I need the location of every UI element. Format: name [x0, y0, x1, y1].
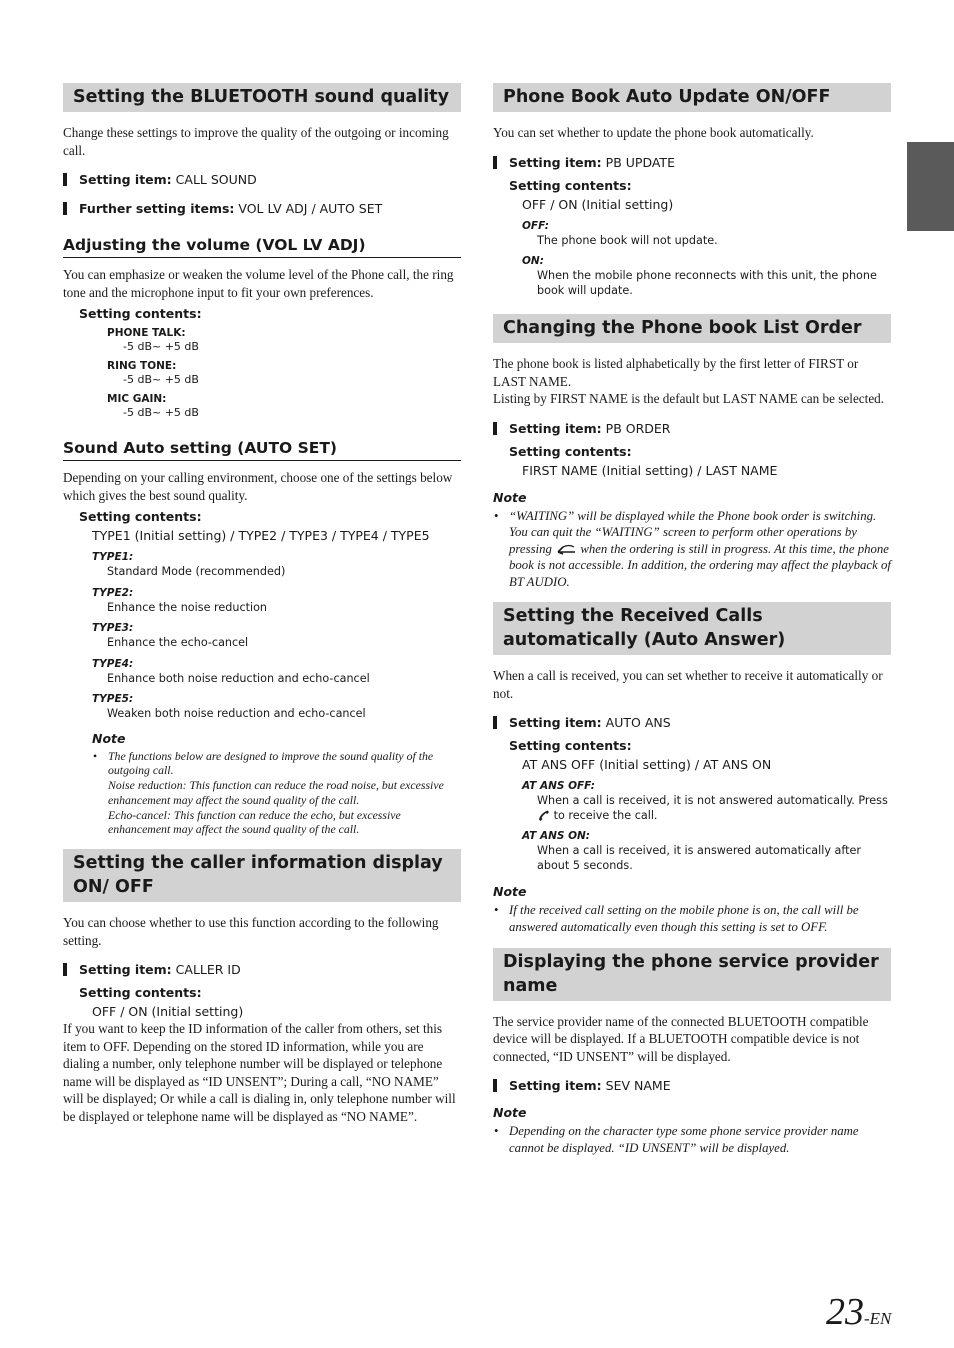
subsection-title-auto-set: Sound Auto setting (AUTO SET)	[63, 438, 461, 461]
section-intro: You can emphasize or weaken the volume level of the Phone call, the ring tone and the microphone input to fit your own preferences.	[63, 267, 454, 300]
section-intro: The phone book is listed alphabetically by the first letter of FIRST or LAST NAME.	[493, 356, 859, 389]
note-bullet	[493, 1123, 891, 1156]
setting-contents-value: OFF / ON (Initial setting)	[92, 1004, 244, 1020]
setting-item-label: Setting item:	[509, 154, 602, 170]
section-title-auto-answer: Setting the Received Calls automatically (Auto Answer)	[493, 602, 891, 655]
bullet-dot: •	[494, 508, 499, 523]
setting-contents-label: Setting contents:	[509, 738, 632, 754]
phone-handset-icon	[537, 809, 550, 822]
page-number-suffix: -EN	[864, 1309, 892, 1328]
volume-item-name: MIC GAIN:	[107, 393, 167, 405]
note-label: Note	[92, 730, 126, 746]
chapter-tab	[907, 142, 954, 231]
note-bullet	[92, 749, 461, 838]
type-desc: Enhance both noise reduction and echo-cancel	[107, 671, 370, 685]
setting-item-label: Setting item:	[509, 420, 602, 436]
setting-item-value: AUTO ANS	[605, 715, 671, 731]
option-desc-text: to receive the call.	[553, 808, 658, 822]
setting-contents-label: Setting contents:	[509, 177, 632, 193]
setting-item-value: CALL SOUND	[175, 172, 257, 187]
type-desc: Weaken both noise reduction and echo-cancel	[107, 707, 366, 720]
setting-contents-label: Setting contents:	[79, 985, 202, 1001]
type-desc: Standard Mode (recommended)	[107, 565, 286, 578]
bullet-bar	[63, 202, 67, 215]
type-name: TYPE3:	[92, 622, 134, 634]
note-bullet	[493, 508, 891, 591]
bullet-dot: •	[494, 1124, 499, 1139]
volume-item-range: -5 dB~ +5 dB	[123, 406, 199, 419]
setting-item-label: Setting item:	[509, 1078, 602, 1094]
note-text: “WAITING” will be displayed while the Phone book order is switching. You can quit the “WAITING” screen to perform other operations by pressing	[509, 508, 877, 556]
volume-item-name: RING TONE:	[107, 360, 177, 372]
note-text: Noise reduction: This function can reduce the road noise, but excessive enhancement may affect the sound quality of the call.	[108, 778, 444, 807]
bullet-dot: •	[93, 748, 98, 763]
option-name: OFF:	[522, 219, 549, 232]
section-intro: Change these settings to improve the quality of the outgoing or incoming call.	[63, 125, 449, 158]
note-text: The functions below are designed to improve the sound quality of the outgoing call.	[108, 748, 434, 778]
further-items-value: VOL LV ADJ / AUTO SET	[238, 201, 383, 216]
option-name: ON:	[522, 255, 544, 267]
type-desc: Enhance the noise reduction	[107, 600, 268, 614]
volume-item-range: -5 dB~ +5 dB	[123, 373, 199, 386]
note-label: Note	[493, 489, 527, 505]
note-label: Note	[493, 1105, 527, 1121]
setting-item	[493, 154, 891, 171]
right-column	[493, 83, 891, 1170]
option-desc: The phone book will not update.	[537, 233, 718, 247]
further-setting-items	[63, 200, 461, 217]
bullet-bar	[493, 156, 497, 169]
note-label: Note	[493, 884, 527, 900]
note-bullet	[493, 902, 891, 935]
setting-contents-label: Setting contents:	[79, 306, 202, 321]
setting-item-label: Setting item:	[509, 715, 602, 731]
section-intro: The service provider name of the connected BLUETOOTH compatible device will be displayed. If a BLUETOOTH compatible device is not connected, “ID UNSENT” will be displayed.	[493, 1013, 869, 1064]
volume-item-name: PHONE TALK:	[107, 327, 186, 339]
note-text: when the ordering is still in progress. At this time, the phone book is not accessible. In addition, the ordering may affect the playback of BT AUDIO.	[509, 541, 891, 589]
section-intro: Listing by FIRST NAME is the default but LAST NAME can be selected.	[493, 391, 885, 406]
bullet-bar	[493, 716, 497, 729]
note-text: If the received call setting on the mobile phone is on, the call will be answered automatically even though this setting is set to OFF.	[509, 903, 859, 935]
type-name: TYPE5:	[92, 693, 134, 705]
volume-item-range: -5 dB~ +5 dB	[123, 340, 199, 353]
section-title-bt-sound-quality: Setting the BLUETOOTH sound quality	[63, 83, 461, 112]
section-body: If you want to keep the ID information of the caller from others, set this item to OFF. Depending on the stored ID information, while you are dialing a number, only telephone number will be displayed or telephone name will be displayed as “ID UNSENT”; During a call, “NO NAME” will be displayed; Or while a call is dialing in, only telephone number will be displayed or telephone name will be displayed as “NO NAME”.	[63, 1021, 456, 1124]
left-column	[63, 83, 461, 1137]
section-intro: When a call is received, you can set whether to receive it automatically or not.	[493, 668, 883, 701]
section-intro: You can set whether to update the phone book automatically.	[493, 125, 814, 140]
page-number-value: 23	[826, 1291, 864, 1333]
setting-contents-value: AT ANS OFF (Initial setting) / AT ANS ON	[522, 757, 772, 773]
option-desc: When the mobile phone reconnects with this unit, the phone book will update.	[537, 269, 877, 297]
section-intro: You can choose whether to use this function according to the following setting.	[63, 915, 439, 948]
note-text: Echo-cancel: This function can reduce the echo, but excessive enhancement may affect the sound quality of the call.	[108, 807, 401, 837]
section-title-pb-list-order: Changing the Phone book List Order	[493, 314, 891, 343]
option-desc	[537, 794, 891, 823]
setting-item-value: PB ORDER	[605, 420, 671, 436]
further-items-label: Further setting items:	[79, 201, 235, 216]
setting-item-value: CALLER ID	[175, 962, 241, 978]
bullet-bar	[63, 963, 67, 976]
section-title-pb-auto-update: Phone Book Auto Update ON/OFF	[493, 83, 891, 112]
setting-contents-label: Setting contents:	[79, 509, 202, 524]
setting-item	[493, 1077, 891, 1094]
setting-item	[493, 420, 891, 437]
bullet-bar	[63, 173, 67, 186]
setting-contents-value: TYPE1 (Initial setting) / TYPE2 / TYPE3 / TYPE4 / TYPE5	[92, 528, 430, 543]
setting-item	[63, 961, 461, 978]
option-name: AT ANS OFF:	[522, 780, 595, 793]
setting-item-value: SEV NAME	[605, 1078, 671, 1094]
note-text: Depending on the character type some phone service provider name cannot be displayed. “ID UNSENT” will be displayed.	[509, 1124, 859, 1155]
option-desc: When a call is received, it is answered automatically after about 5 seconds.	[537, 844, 861, 872]
setting-item	[493, 714, 891, 731]
section-title-caller-info: Setting the caller information display ON/ OFF	[63, 849, 461, 902]
page-number	[826, 1290, 891, 1334]
option-desc-text: When a call is received, it is not answered automatically. Press	[537, 794, 888, 808]
bullet-bar	[493, 422, 497, 435]
setting-item-label: Setting item:	[79, 172, 172, 187]
bullet-dot: •	[494, 903, 499, 918]
setting-item	[63, 171, 461, 188]
section-title-service-provider: Displaying the phone service provider name	[493, 948, 891, 1001]
setting-item-label: Setting item:	[79, 962, 172, 978]
bullet-bar	[493, 1079, 497, 1092]
back-arrow-icon	[555, 543, 577, 556]
setting-contents-value: OFF / ON (Initial setting)	[522, 196, 674, 212]
section-intro: Depending on your calling environment, choose one of the settings below which gives the best sound quality.	[63, 470, 453, 503]
setting-item-value: PB UPDATE	[605, 154, 675, 170]
setting-contents-label: Setting contents:	[509, 443, 632, 459]
setting-contents-value: FIRST NAME (Initial setting) / LAST NAME	[522, 462, 778, 478]
type-name: TYPE2:	[92, 586, 134, 599]
subsection-title-volume: Adjusting the volume (VOL LV ADJ)	[63, 235, 461, 258]
type-desc: Enhance the echo-cancel	[107, 636, 249, 649]
type-name: TYPE1:	[92, 551, 134, 563]
type-name: TYPE4:	[92, 657, 134, 670]
option-name: AT ANS ON:	[522, 830, 590, 843]
